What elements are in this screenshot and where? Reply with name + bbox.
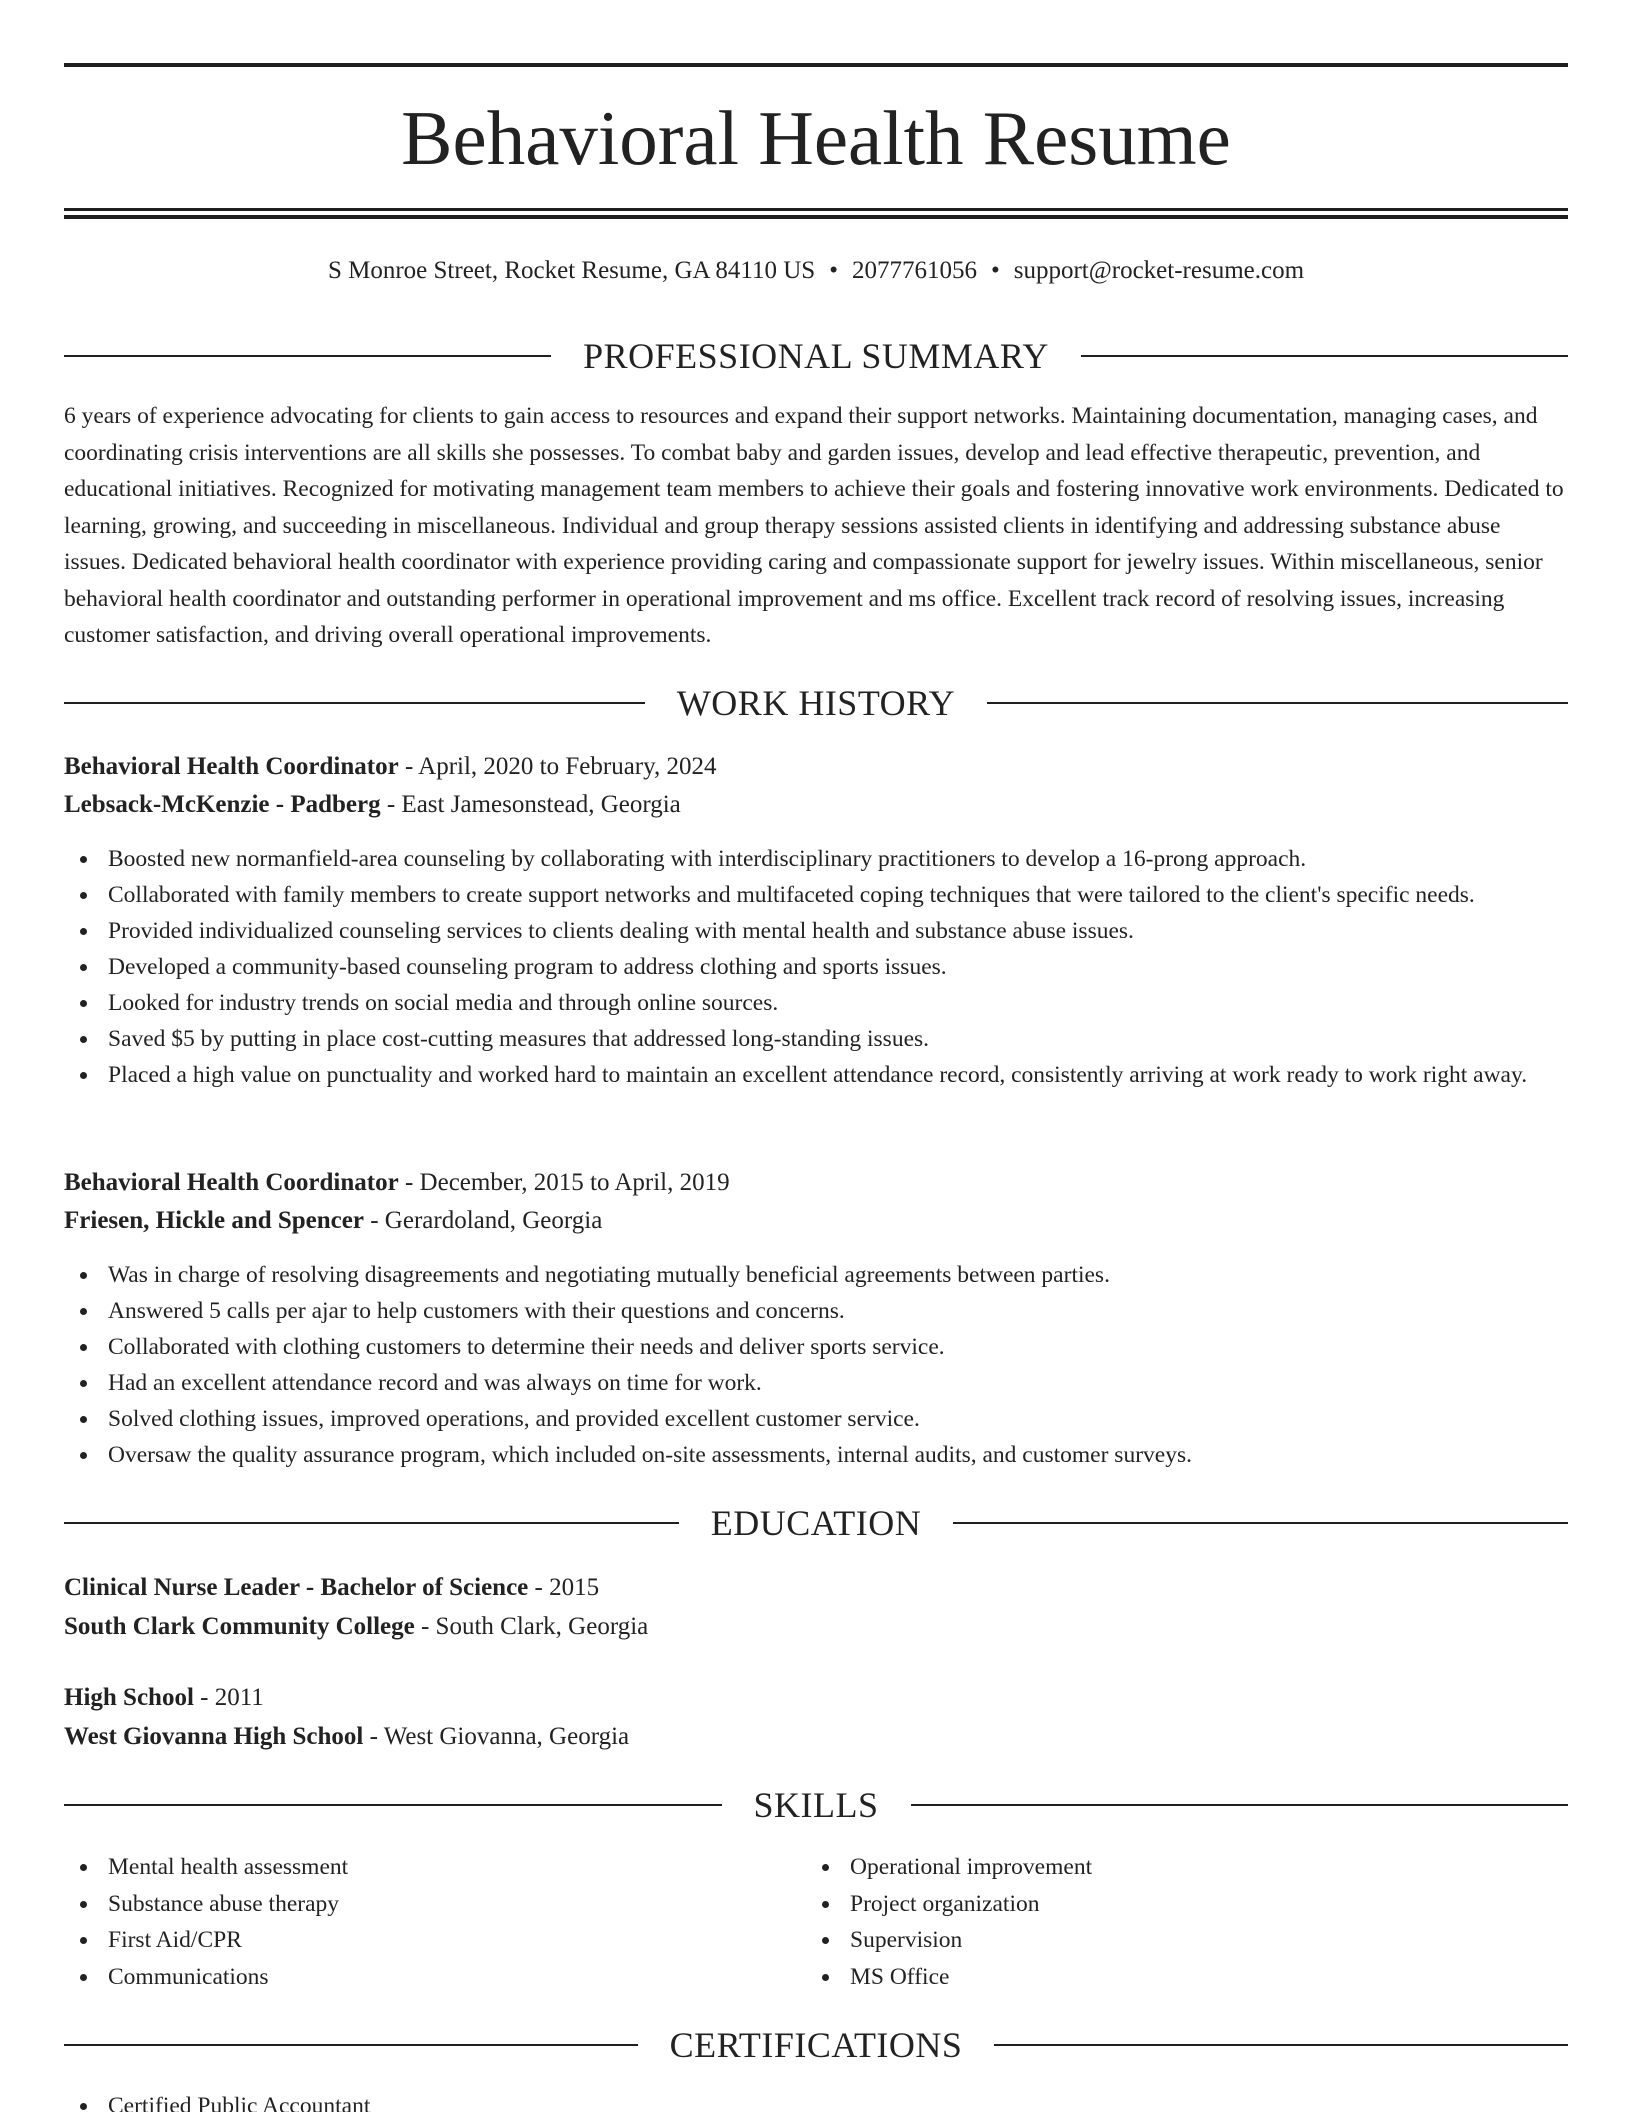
section-title: CERTIFICATIONS <box>669 2025 963 2065</box>
education-school: West Giovanna High School <box>64 1723 364 1750</box>
contact-address: S Monroe Street, Rocket Resume, GA 84110 US <box>327 257 816 284</box>
section-rule <box>953 1522 1568 1524</box>
skill-item: MS Office <box>806 1959 1506 1996</box>
job-title: Behavioral Health Coordinator <box>64 1169 399 1196</box>
job-bullets <box>64 841 1568 1093</box>
job-bullet: Oversaw the quality assurance program, which included on-site assessments, internal audits, and customer surveys. <box>64 1437 1568 1473</box>
education-degree: Clinical Nurse Leader - Bachelor of Science <box>64 1574 529 1601</box>
contact-separator: • <box>829 257 838 284</box>
section-rule <box>1081 355 1568 357</box>
skills-list-left <box>64 1849 764 1995</box>
job-company: Friesen, Hickle and Spencer <box>64 1207 364 1234</box>
job-dates: - April, 2020 to February, 2024 <box>398 753 717 780</box>
contact-separator: • <box>990 257 1000 284</box>
section-rule <box>987 702 1568 704</box>
job-bullet: Boosted new normanfield-area counseling by collaborating with interdisciplinary practitioners to develop a 16-prong approach. <box>64 841 1568 877</box>
job-bullet: Answered 5 calls per ajar to help customers with their questions and concerns. <box>64 1293 1568 1329</box>
contact-email: support@rocket-resume.com <box>1013 257 1305 284</box>
job-company: Lebsack-McKenzie - Padberg <box>64 791 381 818</box>
section-header-education <box>64 1499 1568 1547</box>
job-title: Behavioral Health Coordinator <box>64 753 399 780</box>
skill-item: Substance abuse therapy <box>64 1886 764 1923</box>
job-location: - Gerardoland, Georgia <box>363 1207 603 1234</box>
education-year: - 2011 <box>193 1684 264 1711</box>
job-bullet: Was in charge of resolving disagreements and negotiating mutually beneficial agreements between parties. <box>64 1257 1568 1293</box>
section-rule <box>64 1804 722 1806</box>
section-rule <box>64 1522 679 1524</box>
job-bullet: Provided individualized counseling services to clients dealing with mental health and substance abuse issues. <box>64 913 1568 949</box>
section-header-summary <box>64 332 1568 380</box>
skills-list-right <box>806 1849 1506 1995</box>
section-title: SKILLS <box>753 1785 879 1825</box>
skill-item: Supervision <box>806 1922 1506 1959</box>
section-rule <box>64 355 551 357</box>
job-bullet: Saved $5 by putting in place cost-cutting measures that addressed long-standing issues. <box>64 1021 1568 1057</box>
job-company-line <box>64 787 1568 823</box>
education-school-line <box>64 1719 1568 1755</box>
education-degree: High School <box>64 1684 194 1711</box>
education-year: - 2015 <box>528 1574 600 1601</box>
job-title-line <box>64 1165 1568 1201</box>
section-rule <box>64 2044 638 2046</box>
contact-phone: 2077761056 <box>851 257 977 284</box>
job-bullet: Developed a community-based counseling program to address clothing and sports issues. <box>64 949 1568 985</box>
resume-page <box>64 0 1568 2112</box>
certification-item: Certified Public Accountant <box>64 2088 1568 2112</box>
job-bullet: Had an excellent attendance record and was always on time for work. <box>64 1365 1568 1401</box>
section-header-certifications <box>64 2021 1568 2069</box>
contact-line <box>64 254 1568 288</box>
job-bullet: Collaborated with clothing customers to determine their needs and deliver sports service. <box>64 1329 1568 1365</box>
job-bullets <box>64 1257 1568 1473</box>
section-title: EDUCATION <box>710 1503 922 1543</box>
job-bullet: Looked for industry trends on social media and through online sources. <box>64 985 1568 1021</box>
section-rule <box>994 2044 1568 2046</box>
skill-item: Mental health assessment <box>64 1849 764 1886</box>
education-school: South Clark Community College <box>64 1613 415 1640</box>
skill-item: Communications <box>64 1959 764 1996</box>
education-school-line <box>64 1609 1568 1645</box>
title-rule-upper <box>64 208 1568 211</box>
skill-item: Operational improvement <box>806 1849 1506 1886</box>
section-rule <box>911 1804 1568 1806</box>
section-header-work <box>64 679 1568 727</box>
job-bullet: Collaborated with family members to create support networks and multifaceted coping techniques that were tailored to the client's specific needs. <box>64 877 1568 913</box>
top-rule <box>64 63 1568 67</box>
job-location: - East Jamesonstead, Georgia <box>380 791 681 818</box>
education-location: - South Clark, Georgia <box>414 1613 649 1640</box>
job-title-line <box>64 749 1568 785</box>
section-rule <box>64 702 645 704</box>
skill-item: First Aid/CPR <box>64 1922 764 1959</box>
skill-item: Project organization <box>806 1886 1506 1923</box>
education-degree-line <box>64 1680 1568 1716</box>
job-bullet: Solved clothing issues, improved operations, and provided excellent customer service. <box>64 1401 1568 1437</box>
job-dates: - December, 2015 to April, 2019 <box>398 1169 730 1196</box>
job-company-line <box>64 1203 1568 1239</box>
section-title: WORK HISTORY <box>676 683 956 723</box>
resume-title: Behavioral Health Resume <box>401 95 1231 181</box>
title-rule-lower <box>64 215 1568 219</box>
certifications-list <box>64 2088 1568 2112</box>
education-degree-line <box>64 1570 1568 1606</box>
education-location: - West Giovanna, Georgia <box>363 1723 630 1750</box>
section-title: PROFESSIONAL SUMMARY <box>583 336 1049 376</box>
job-bullet: Placed a high value on punctuality and worked hard to maintain an excellent attendance record, consistently arriving at work ready to work right away. <box>64 1057 1568 1093</box>
summary-text: 6 years of experience advocating for clients to gain access to resources and expand their support networks. Maintaining documentation, managing cases, and coordinating crisis interventions are all skills she possesses. To combat baby and garden issues, develop and lead effective therapeutic, prevention, and educational initiatives. Recognized for motivating management team members to achieve their goals and fostering innovative work environments. Dedicated to learning, growing, and succeeding in miscellaneous. Individual and group therapy sessions assisted clients in identifying and addressing substance abuse issues. Dedicated behavioral health coordinator with experience providing caring and compassionate support for jewelry issues. Within miscellaneous, senior behavioral health coordinator and outstanding performer in operational improvement and ms office. Excellent track record of resolving issues, increasing customer satisfaction, and driving overall operational improvements. <box>64 403 1564 648</box>
section-header-skills <box>64 1781 1568 1829</box>
